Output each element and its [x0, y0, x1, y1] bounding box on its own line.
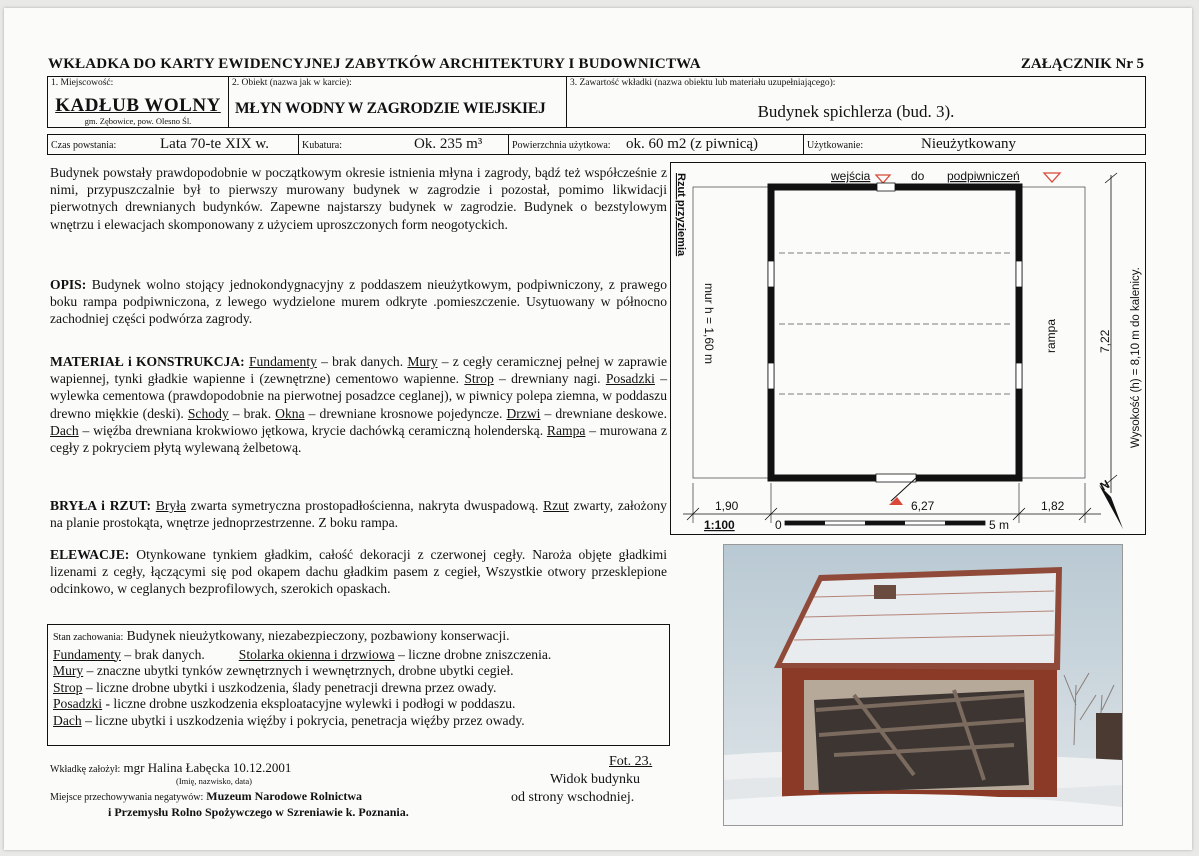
author-sub: (Imię, nazwisko, data) — [176, 776, 252, 786]
drzwi-label: Drzwi — [506, 405, 541, 421]
elewacje-text: Otynkowane tynkiem gładkim, całość dekoracji z czerwonej cegły. Naroża objęte gładkimi lizenami z cegły, łączącymi się pod okapem dachu gładkim pasem z cegieł, Wszystkie otwory przesklepione odcinkowo, w ceglanych bezprofilowych, szerokich opaskach. — [50, 547, 667, 597]
intro-text: Budynek powstały prawdopodobnie w początkowym okresie istnienia młyna i zagrody, bądź też współcześnie z nimi, przypuszczalnie był to pierwszy murowany budynek w zagrodzie i pozostał, pomimo likwidacji pierwotnych drewnianych budynków. Zapewne najstarszy budynek w zagrodzie. Budynek o bezstylowym wnętrzu i elewacjach skomponowany z użyciem uproszczonych form neogotyckich. — [50, 165, 667, 232]
object-label: 2. Obiekt (nazwa jak w karcie): — [232, 78, 352, 88]
document-sheet — [4, 8, 1192, 850]
bryla-paragraph — [50, 497, 667, 531]
content-label: 3. Zawartość wkładki (nazwa obiektu lub materiału uzupełniającego): — [570, 78, 836, 88]
cond-fundamenty-text: – brak danych. — [120, 646, 205, 662]
cond-dach-label: Dach — [53, 712, 82, 728]
wall-height-label: mur h = 1,60 m — [702, 283, 716, 365]
condition-summary: Budynek nieużytkowany, niezabezpieczony, pozbawiony konserwacji. — [123, 628, 510, 643]
opis-paragraph — [50, 276, 667, 328]
scale-zero: 0 — [775, 518, 782, 532]
rzut-text: zwarty, założony na planie prostokąta, wnętrze jednoprzestrzenne. Z boku rampa. — [50, 498, 667, 531]
floor-plan — [671, 163, 1145, 534]
negatives-place-2: i Przemysłu Rolno Spożywczego w Szreniawie k. Poznania. — [108, 805, 409, 819]
scale-bar-seg-1 — [785, 521, 825, 525]
photo-number: Fot. 23. — [609, 754, 653, 769]
cond-fundamenty-label: Fundamenty — [53, 646, 121, 662]
cond-posadzki-text: - liczne drobne uszkodzenia eksploatacyjne wylewki i podłogi w poddaszu. — [102, 696, 516, 711]
cond-posadzki-label: Posadzki — [53, 696, 103, 711]
area-value: ok. 60 m2 (z piwnicą) — [626, 136, 759, 152]
cond-strop-label: Strop — [53, 679, 83, 695]
plan-box — [670, 162, 1146, 535]
negatives-label: Miejsce przechowywania negatywów: — [50, 792, 204, 803]
bryla-heading: BRYŁA i RZUT: — [50, 498, 151, 513]
rzut-label: Rzut — [543, 498, 569, 513]
material-heading: MATERIAŁ i KONSTRUKCJA: — [50, 354, 245, 369]
cond-stolarka-label: Stolarka okienna i drzwiowa — [238, 646, 395, 662]
object-cell — [228, 76, 567, 128]
mury-text: – z cegły ceramicznej pełnej w zaprawie wapiennej, tynki gładkie wapienne i (zewnętrzne) cementowo wapienne. — [50, 354, 668, 387]
posadzki-text: – wylewka cementowa (prawdopodobnie na pierwotnej posadzce ceglanej), w piwnicy polepa ziemna, w poddaszu drewno miękkie (deski). — [50, 371, 668, 421]
document-title: WKŁADKA DO KARTY EWIDENCYJNEJ ZABYTKÓW ARCHITEKTURY I BUDOWNICTWA — [48, 56, 701, 72]
locality-value: KADŁUB WOLNY — [55, 95, 221, 116]
opis-heading: OPIS: — [50, 277, 87, 292]
author-line — [50, 760, 291, 776]
door-opening — [876, 474, 916, 482]
volume-cell — [298, 134, 509, 155]
cond-stolarka-text: – liczne drobne zniszczenia. — [394, 646, 552, 662]
fundamenty-label: Fundamenty — [248, 354, 317, 369]
rampa-label: Rampa — [546, 422, 586, 438]
window-right-1 — [1016, 261, 1022, 287]
date-cell — [47, 134, 299, 155]
author-label: Wkładkę założył: — [50, 764, 121, 775]
entry-marker-right-icon — [1044, 173, 1060, 182]
scale-five: 5 m — [989, 518, 1010, 532]
locality-sub: gm. Zębowice, pow. Olesno Śl. — [84, 116, 192, 126]
fundamenty-text: – brak danych. — [316, 354, 408, 369]
bryla-label: Bryła — [155, 498, 186, 513]
date-label: Czas powstania: — [51, 140, 117, 151]
cond-mury-label: Mury — [53, 663, 84, 678]
plan-side-title: Rzut przyziemia — [675, 173, 687, 257]
window-left-2 — [768, 363, 774, 389]
schody-text: – brak. — [228, 405, 276, 421]
elewacje-paragraph — [50, 546, 667, 598]
locality-label: 1. Miejscowość: — [51, 78, 114, 88]
use-label: Użytkowanie: — [807, 140, 864, 151]
rampa-text: – murowana z cegły z pokryciem płytą wylewaną żelbetową. — [50, 422, 667, 456]
dach-label: Dach — [50, 422, 79, 438]
dim-left-value: 1,90 — [715, 499, 739, 513]
dim-right-value: 7,22 — [1098, 329, 1112, 353]
okna-label: Okna — [275, 405, 305, 421]
dim-mid-value: 6,27 — [911, 499, 935, 513]
height-label: Wysokość (h) = 8,10 m do kalenicy. — [1130, 267, 1142, 448]
elewacje-heading: ELEWACJE: — [50, 547, 130, 562]
schody-label: Schody — [187, 405, 229, 421]
negatives-place-1: Muzeum Narodowe Rolnictwa — [203, 789, 363, 803]
okna-text: – drewniane krosnowe pojedyncze. — [304, 405, 507, 421]
volume-label: Kubatura: — [302, 140, 342, 151]
scale-bar-seg-3 — [945, 521, 985, 525]
condition-label: Stan zachowania: — [53, 632, 124, 643]
entry-marker-left-icon — [876, 175, 890, 183]
intro-paragraph — [50, 164, 667, 233]
area-label: Powierzchnia użytkowa: — [512, 140, 611, 151]
cond-mury-text: – znaczne ubytki tynków zewnętrznych i wewnętrznych, drobne ubytki cegieł. — [83, 663, 514, 678]
dim-rt-value: 1,82 — [1041, 499, 1065, 513]
area-cell — [508, 134, 804, 155]
building-photo — [723, 544, 1123, 826]
material-paragraph — [50, 353, 667, 456]
posadzki-label: Posadzki — [605, 371, 655, 387]
volume-value: Ok. 235 m³ — [414, 136, 483, 152]
plan-note-1: wejścia — [831, 169, 871, 183]
main-walls — [771, 187, 1019, 478]
cond-strop-text: – liczne drobne ubytki i uszkodzenia, ślady penetracji drewna przez owady. — [82, 679, 497, 695]
mury-label: Mury — [407, 354, 438, 369]
scale-ratio: 1:100 — [704, 518, 735, 532]
bryla-text: zwarta symetryczna prostopadłościenna, nakryta dwuspadową. — [186, 498, 544, 513]
window-left-1 — [768, 261, 774, 287]
use-cell — [803, 134, 1146, 155]
strop-label: Strop — [464, 371, 494, 387]
object-value: MŁYN WODNY W ZAGRODZIE WIEJSKIEJ — [235, 100, 546, 117]
opis-text: Budynek wolno stojący jednokondygnacyjny z poddaszem nieużytkowym, podpiwniczony, z prawego boku rampa podpiwniczona, z lewego wydzielone murem odkryte .pomieszczenie. Usytuowany w północno zachodniej części podwórza zagrody. — [50, 277, 667, 327]
window-right-2 — [1016, 363, 1022, 389]
drzwi-text: – drewniane deskowe. — [540, 405, 667, 421]
strop-text: – drewniany nagi. — [493, 371, 606, 387]
content-cell — [566, 76, 1146, 128]
cond-dach-text: – liczne ubytki i uszkodzenia więźby i pokrycia, penetracja więźby przez owady. — [81, 712, 525, 728]
annex-number: ZAŁĄCZNIK Nr 5 — [1020, 56, 1144, 72]
north-label: N — [1097, 477, 1113, 494]
dach-text: – więźba drewniana krokwiowo jętkowa, krycie dachówką ceramiczną holenderską. — [78, 422, 547, 438]
author-value: mgr Halina Łabęcka 10.12.2001 — [120, 760, 292, 775]
plan-note-3: podpiwniczeń — [947, 169, 1020, 183]
negatives-line — [50, 789, 362, 804]
locality-cell — [47, 76, 229, 128]
date-value: Lata 70-te XIX w. — [160, 136, 269, 152]
plan-note-2: do — [911, 169, 925, 183]
photo-image — [724, 545, 1122, 825]
photo-caption-1: Widok budynku — [550, 772, 641, 787]
use-value: Nieużytkowany — [921, 136, 1016, 152]
photo-caption-2: od strony wschodniej. — [511, 790, 635, 805]
rampa-label: rampa — [1044, 318, 1058, 353]
top-opening-1 — [877, 183, 895, 191]
content-value: Budynek spichlerza (bud. 3). — [757, 102, 955, 121]
scale-bar-seg-2 — [865, 521, 905, 525]
condition-box — [47, 624, 670, 746]
